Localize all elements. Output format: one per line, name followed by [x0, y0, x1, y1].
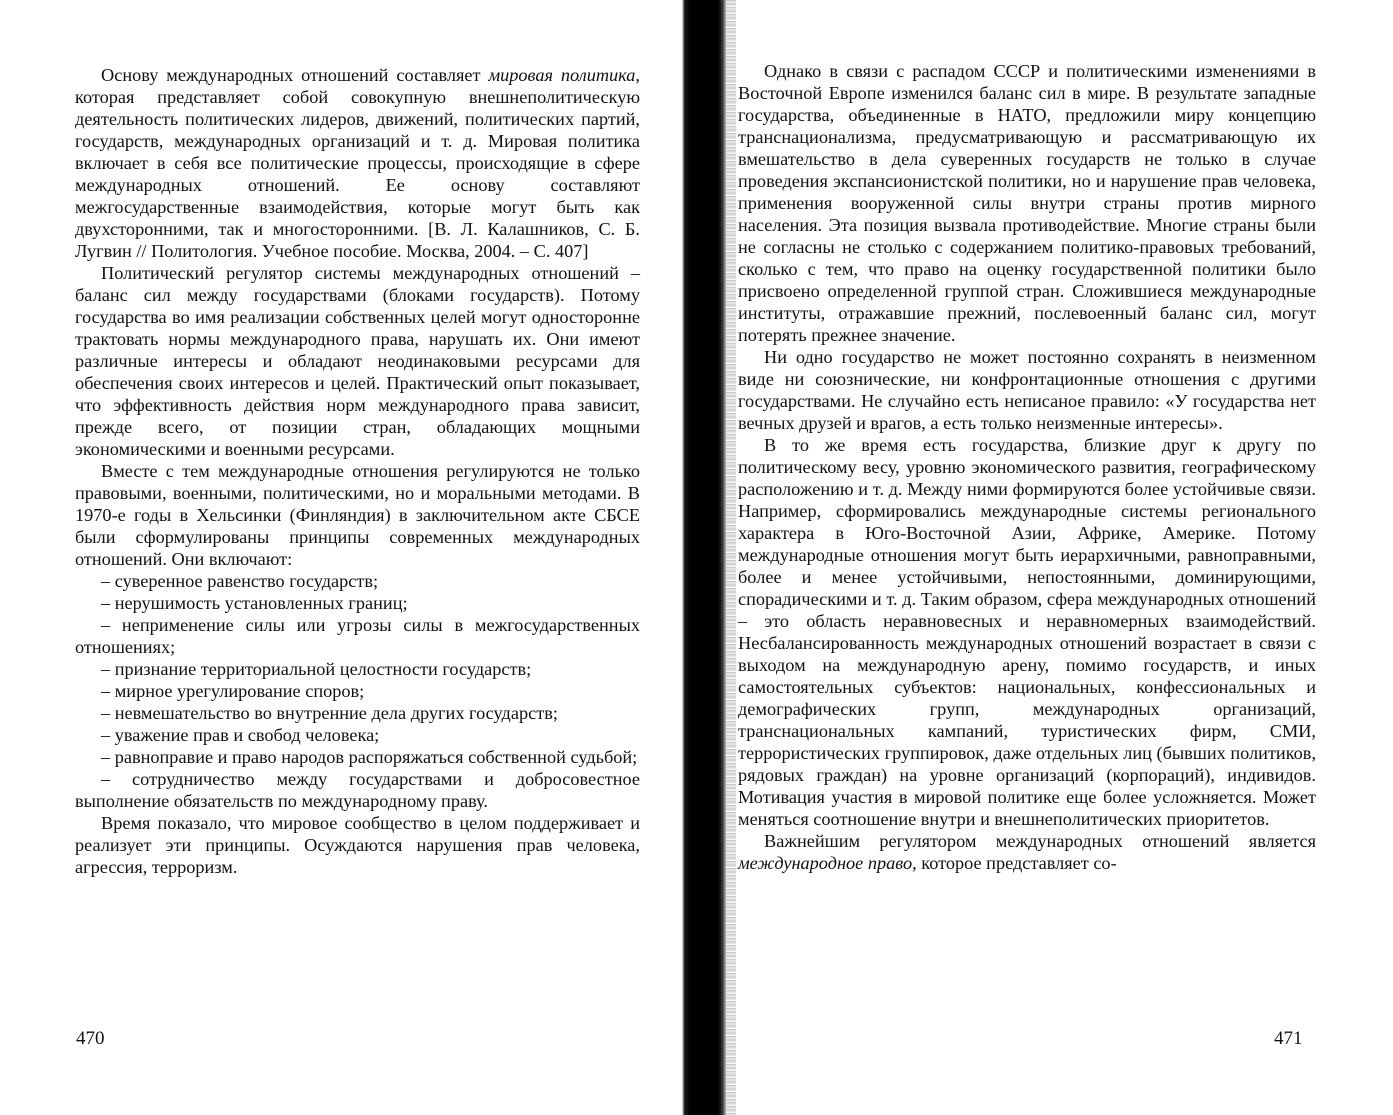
- text-run: Важнейшим регулятором международных отношений является: [764, 831, 1316, 851]
- right-page: [726, 0, 1393, 1115]
- list-item: – сотрудничество между государствами и добросовестное выполнение обязательств по международному праву.: [75, 769, 640, 811]
- text-run: Основу международных отношений составляет: [101, 65, 489, 85]
- text-run: , которое представляет со-: [912, 853, 1117, 873]
- italic-term: мировая политика: [488, 65, 636, 85]
- list-item: – признание территориальной целостности государств;: [101, 659, 532, 679]
- list-item: – неприменение силы или угрозы силы в межгосударственных отношениях;: [75, 615, 640, 657]
- list-item: – невмешательство во внутренние дела других государств;: [101, 703, 558, 723]
- right-page-number: 471: [1274, 1028, 1303, 1049]
- paragraph: Вместе с тем международные отношения регулируются не только правовыми, военными, политическими, но и моральными методами. В 1970-е годы в Хельсинки (Финляндия) в заключительном акте СБСЕ были сформулированы принципы современных международных отношений. Они включают:: [75, 461, 640, 569]
- paragraph: Время показало, что мировое сообщество в целом поддерживает и реализует эти принципы. Осуждаются нарушения прав человека, агрессия, терроризм.: [75, 813, 640, 877]
- paragraph: В то же время есть государства, близкие друг к другу по политическому весу, уровню экономического развития, географическому расположению и т. д. Между ними формируются более устойчивые связи. Например, сформировались международные системы регионального характера в Юго-Восточной Азии, Африке, Америке. Потому международные отношения могут быть иерархичными, равноправными, более и менее устойчивыми, непостоянными, доминирующими, спорадическими и т. д. Таким образом, сфера международных отношений – это область неравновесных и неравномерных взаимодействий. Несбалансированность международных отношений возрастает в связи с выходом на международную арену, помимо государств, и иных самостоятельных субъектов: национальных, конфессиональных и демографических групп, международных организаций, транснациональных кампаний, туристических фирм, СМИ, террористических группировок, даже отдельных лиц (бывших политиков, рядовых граждан) на уровне организаций (корпораций), индивидов. Мотивация участия в мировой политике еще более усложняется. Может меняться соотношение внутри и внешнеполитических приоритетов.: [738, 435, 1317, 829]
- text-run: , которая представляет собой совокупную внешнеполитическую деятельность политических лидеров, движений, политических партий, государств, международных организаций и т. д. Мировая политика включает в себя все политические процессы, происходящие в сфере международных отношений. Ее основу составляют межгосударственные взаимодействия, которые могут быть как двухсторонними, так и многосторонними. [В. Л. Калашников, С. Б. Лугвин // Политология. Учебное пособие. Москва, 2004. – С. 407]: [75, 65, 640, 261]
- list-item: – суверенное равенство государств;: [101, 571, 379, 591]
- paragraph: Политический регулятор системы международных отношений – баланс сил между государствами (блоками государств). Потому государства во имя реализации собственных целей могут односторонне трактовать нормы международного права, нарушать их. Они имеют различные интересы и обладают неодинаковыми ресурсами для обеспечения своих интересов и целей. Практический опыт показывает, что эффективность действия норм международного права зависит, прежде всего, от позиции стран, обладающих мощными экономическими и военными ресурсами.: [75, 263, 640, 459]
- right-page-text: [738, 60, 1316, 874]
- left-page-text: [75, 64, 640, 878]
- paragraph: [75, 64, 640, 262]
- italic-term: международное право: [738, 853, 913, 873]
- list-item: – мирное урегулирование споров;: [101, 681, 365, 701]
- left-page-number: 470: [76, 1028, 105, 1049]
- paragraph: [738, 830, 1316, 874]
- left-page: [0, 0, 682, 1115]
- list-item: – уважение прав и свобод человека;: [101, 725, 380, 745]
- book-spine: [682, 0, 726, 1115]
- paragraph: Ни одно государство не может постоянно сохранять в неизменном виде ни союзнические, ни конфронтационные отношения с другими государствами. Не случайно есть неписаное правило: «У государства нет вечных друзей и врагов, а есть только неизменные интересы».: [738, 347, 1316, 433]
- list-item: – нерушимость установленных границ;: [101, 593, 408, 613]
- paragraph: Однако в связи с распадом СССР и политическими изменениями в Восточной Европе изменился баланс сил в мире. В результате западные государства, объединенные в НАТО, предложили миру концепцию транснационализма, предусматривающую и рассматривающую их вмешательство в дела суверенных государств не только в случае проведения экспансионистской политики, но и нарушение прав человека, применения вооруженной силы внутри страны против мирного населения. Эта позиция вызвала противодействие. Многие страны были не согласны не столько с содержанием политико-правовых требований, сколько с тем, что право на оценку государственной политики было присвоено определенной группой стран. Сложившиеся международные институты, отражавшие прежний, послевоенный баланс сил, могут потерять прежнее значение.: [738, 61, 1316, 345]
- list-item: – равноправие и право народов распоряжаться собственной судьбой;: [101, 747, 638, 767]
